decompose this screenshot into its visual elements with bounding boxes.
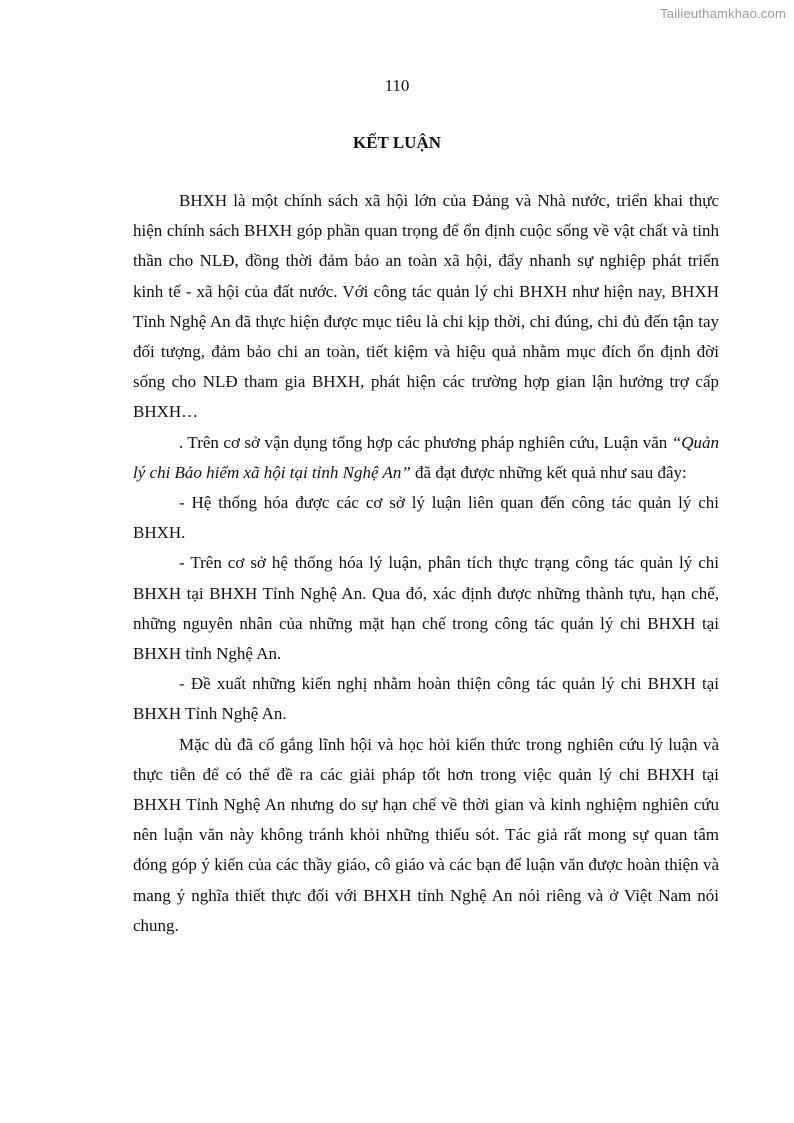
list-item-result-1: - Hệ thống hóa được các cơ sở lý luận liên quan đến công tác quản lý chi BHXH. [133,493,719,543]
list-item-result-2: - Trên cơ sở hệ thống hóa lý luận, phân tích thực trạng công tác quản lý chi BHXH tại BHXH Tỉnh Nghệ An. Qua đó, xác định được những thành tựu, hạn chế, những nguyên nhân của những mặt hạn chế trong công tác quản lý chi BHXH tại BHXH tỉnh Nghệ An. [133,553,719,664]
thesis-title: “Quản lý chi Bảo hiểm xã hội tại tỉnh Nghệ An” [133,432,719,482]
paragraph-results [133,428,719,488]
list-item-result-3: - Đề xuất những kiến nghị nhằm hoàn thiện công tác quản lý chi BHXH tại BHXH Tỉnh Nghệ An. [133,674,719,724]
page-title: KẾT LUẬN [352,133,441,152]
paragraph-closing: Mặc dù đã cố gắng lĩnh hội và học hỏi kiến thức trong nghiên cứu lý luận và thực tiễn để có thể đề ra các giải pháp tốt hơn trong việc quản lý chi BHXH tại BHXH Tỉnh Nghệ An nhưng do sự hạn chế về thời gian và kinh nghiệm nghiên cứu nên luận văn này không tránh khỏi những thiếu sót. Tác giả rất mong sự quan tâm đóng góp ý kiến của các thầy giáo, cô giáo và các bạn để luận văn được hoàn thiện và mang ý nghĩa thiết thực đối với BHXH tỉnh Nghệ An nói riêng và ở Việt Nam nói chung. [133,734,719,935]
page-number: 110 [384,76,410,95]
results-lead-text: . Trên cơ sở vận dụng tổng hợp các phương pháp nghiên cứu, Luận văn [179,432,672,452]
document-body [133,186,719,941]
results-tail-text: đã đạt được những kết quả như sau đây: [410,462,687,482]
paragraph-intro: BHXH là một chính sách xã hội lớn của Đảng và Nhà nước, triển khai thực hiện chính sách BHXH góp phần quan trọng để ổn định cuộc sống về vật chất và tinh thần cho NLĐ, đồng thời đảm bảo an toàn xã hội, đẩy nhanh sự nghiệp phát triển kinh tế - xã hội của đất nước. Với công tác quản lý chi BHXH như hiện nay, BHXH Tỉnh Nghệ An đã thực hiện được mục tiêu là chi kịp thời, chi đúng, chi đủ đến tận tay đối tượng, đảm bảo chi an toàn, tiết kiệm và hiệu quả nhằm mục đích ổn định đời sống cho NLĐ tham gia BHXH, phát hiện các trường hợp gian lận hưởng trợ cấp BHXH… [133,191,719,422]
watermark: Tailieuthamkhao.com [660,6,786,21]
